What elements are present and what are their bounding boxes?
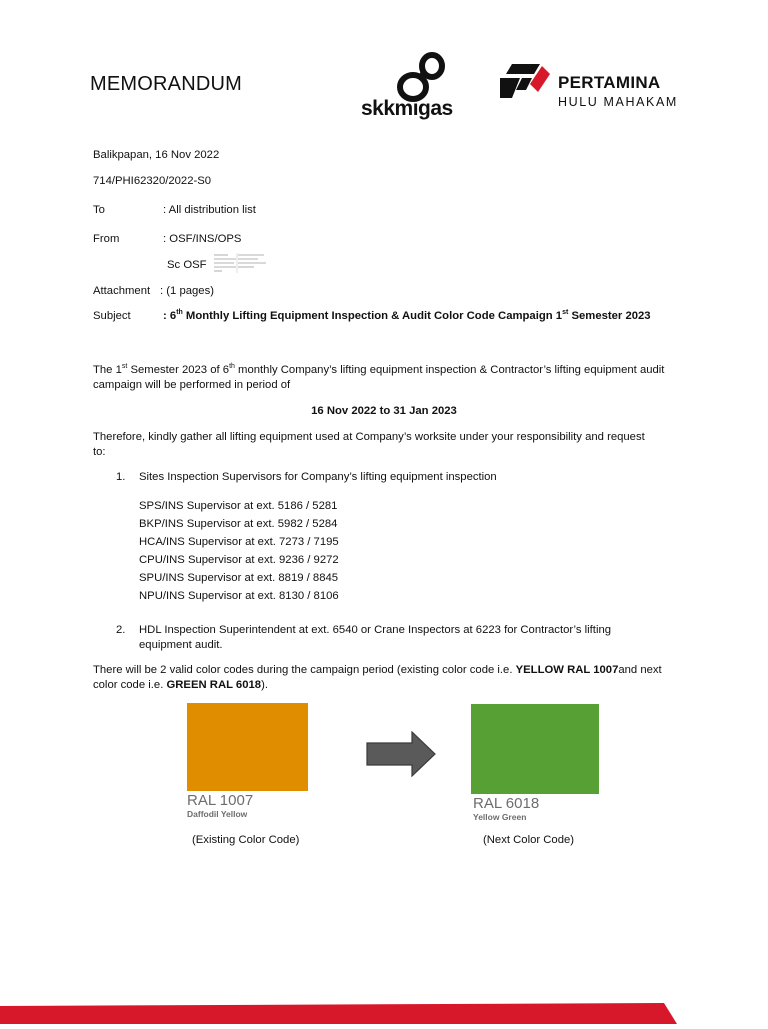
next-color-code: RAL 6018: [473, 795, 540, 812]
subject-sup-2: st: [562, 309, 569, 317]
footer-stripe-icon: [0, 1003, 768, 1024]
next-color-caption: (Next Color Code): [483, 834, 575, 846]
existing-color-highlight: YELLOW RAL 1007: [515, 664, 619, 676]
subject-text-2: Monthly Lifting Equipment Inspection & Audit Color Code Campaign 1: [182, 310, 563, 322]
attachment-value: : (1 pages): [160, 285, 215, 297]
intro-text-1: The 1: [93, 364, 122, 376]
subject-value: [163, 309, 651, 324]
place-date: Balikpapan, 16 Nov 2022: [93, 149, 220, 161]
subject-label: Subject: [93, 310, 131, 322]
supervisor-line: NPU/INS Supervisor at ext. 8130 / 8106: [139, 590, 339, 602]
pertamina-logo: [498, 62, 688, 112]
intro-sup-2: th: [229, 363, 235, 371]
right-arrow-icon: [366, 731, 436, 777]
item1-text: Sites Inspection Supervisors for Company’s lifting equipment inspection: [139, 471, 497, 483]
footer-bar: [0, 1003, 768, 1024]
skkmigas-wordmark: skkmigas: [361, 97, 453, 120]
supervisor-list: [139, 499, 339, 607]
next-color-highlight: GREEN RAL 6018: [166, 679, 262, 691]
colors-paragraph: [93, 663, 663, 693]
supervisor-line: SPU/INS Supervisor at ext. 8819 / 8845: [139, 572, 339, 584]
colors-text-2: and next color code i.e.: [93, 664, 662, 691]
next-color-block: [471, 704, 599, 794]
colors-text-1: There will be 2 valid color codes during the campaign period (existing color code i.e.: [93, 664, 516, 676]
from-label: From: [93, 233, 120, 245]
signature-stamp-icon: [214, 252, 270, 274]
existing-color-name: Daffodil Yellow: [187, 809, 248, 819]
skkmigas-logo: [355, 50, 480, 122]
existing-color-block: [187, 703, 308, 791]
intro-sup-1: st: [121, 363, 128, 371]
intro-paragraph: [93, 363, 683, 393]
supervisor-line: BKP/INS Supervisor at ext. 5982 / 5284: [139, 518, 338, 530]
supervisor-line: CPU/INS Supervisor at ext. 9236 / 9272: [139, 554, 339, 566]
reference-number: 714/PHI62320/2022-S0: [93, 175, 212, 187]
item2-number: 2.: [116, 624, 126, 636]
existing-color-swatch: [185, 703, 309, 823]
signer-title: Sc OSF: [167, 259, 207, 271]
transition-arrow: [366, 731, 436, 777]
next-color-swatch: [471, 704, 601, 824]
pertamina-subtitle: HULU MAHAKAM: [558, 95, 678, 109]
next-color-name: Yellow Green: [473, 812, 527, 822]
to-value: : All distribution list: [163, 204, 256, 216]
colors-text-3: ).: [261, 679, 268, 691]
to-label: To: [93, 204, 105, 216]
intro-text-3: monthly Company’s lifting equipment inspection & Contractor’s lifting equipment audit campaign will be performed in period of: [93, 364, 665, 391]
subject-text-3: Semester 2023: [568, 310, 651, 322]
subject-sup-1: th: [176, 309, 183, 317]
pertamina-wordmark: PERTAMINA: [558, 73, 661, 92]
request-paragraph: Therefore, kindly gather all lifting equipment used at Company’s worksite under your responsibility and request to:: [93, 431, 645, 458]
attachment-label: Attachment: [93, 285, 151, 297]
from-value: : OSF/INS/OPS: [163, 233, 242, 245]
existing-color-code: RAL 1007: [187, 792, 254, 809]
subject-text-1: : 6: [163, 310, 177, 322]
memo-title: MEMORANDUM: [90, 73, 242, 95]
existing-color-caption: (Existing Color Code): [192, 834, 300, 846]
item1-number: 1.: [116, 471, 126, 483]
intro-text-2: Semester 2023 of 6: [127, 364, 230, 376]
pertamina-emblem-icon: [498, 62, 550, 100]
supervisor-line: SPS/INS Supervisor at ext. 5186 / 5281: [139, 500, 338, 512]
supervisor-line: HCA/INS Supervisor at ext. 7273 / 7195: [139, 536, 339, 548]
digital-signature: [214, 252, 270, 274]
item2-text: HDL Inspection Superintendent at ext. 6540 or Crane Inspectors at 6223 for Contractor’s lifting equipment audit.: [139, 624, 612, 651]
campaign-period: 16 Nov 2022 to 31 Jan 2023: [311, 405, 457, 417]
